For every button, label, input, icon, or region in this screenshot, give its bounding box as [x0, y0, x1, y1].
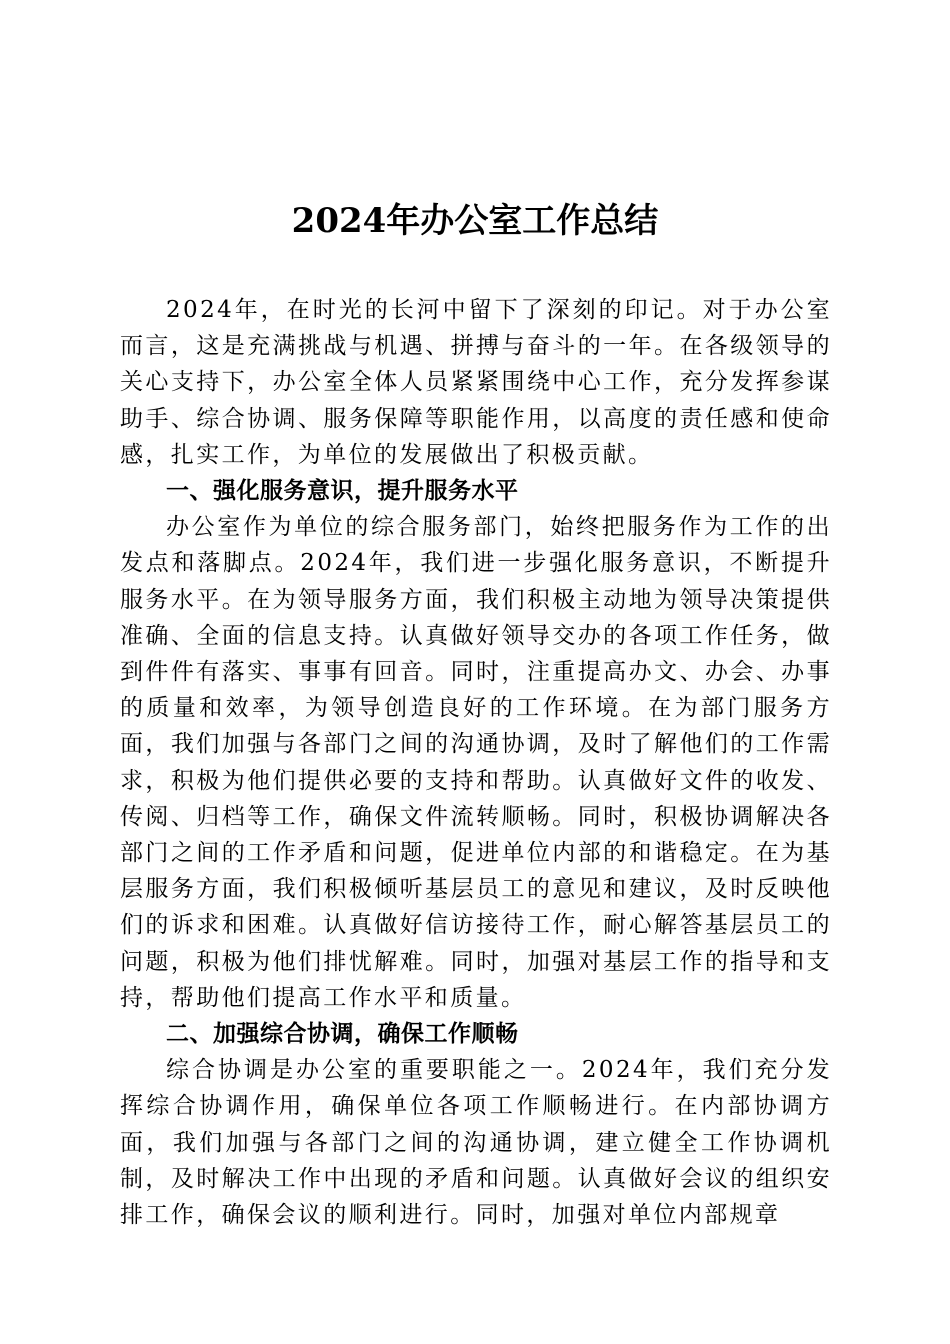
section-body-1: 办公室作为单位的综合服务部门，始终把服务作为工作的出发点和落脚点。2024年，我们进一步强化服务意识，不断提升服务水平。在为领导服务方面，我们积极主动地为领导决策提供准确、全面的信息支持。认真做好领导交办的各项工作任务，做到件件有落实、事事有回音。同时，注重提高办文、办会、办事的质量和效率，为领导创造良好的工作环境。在为部门服务方面，我们加强与各部门之间的沟通协调，及时了解他们的工作需求，积极为他们提供必要的支持和帮助。认真做好文件的收发、传阅、归档等工作，确保文件流转顺畅。同时，积极协调解决各部门之间的工作矛盾和问题，促进单位内部的和谐稳定。在为基层服务方面，我们积极倾听基层员工的意见和建议，及时反映他们的诉求和困难。认真做好信访接待工作，耐心解答基层员工的问题，积极为他们排忧解难。同时，加强对基层工作的指导和支持，帮助他们提高工作水平和质量。	[120, 514, 832, 1011]
section-heading-2: 二、加强综合协调，确保工作顺畅	[166, 1021, 519, 1048]
intro-paragraph: 2024年，在时光的长河中留下了深刻的印记。对于办公室而言，这是充满挑战与机遇、拼搏与奋斗的一年。在各级领导的关心支持下，办公室全体人员紧紧围绕中心工作，充分发挥参谋助手、综合协调、服务保障等职能作用，以高度的责任感和使命感，扎实工作，为单位的发展做出了积极贡献。	[120, 297, 832, 468]
section-heading-1: 一、强化服务意识，提升服务水平	[166, 478, 519, 505]
section-body-2: 综合协调是办公室的重要职能之一。2024年，我们充分发挥综合协调作用，确保单位各项工作顺畅进行。在内部协调方面，我们加强与各部门之间的沟通协调，建立健全工作协调机制，及时解决工作中出现的矛盾和问题。认真做好会议的组织安排工作，确保会议的顺利进行。同时，加强对单位内部规章	[120, 1057, 832, 1229]
document-title: 2024年办公室工作总结	[291, 201, 659, 241]
document-body	[120, 292, 832, 1233]
